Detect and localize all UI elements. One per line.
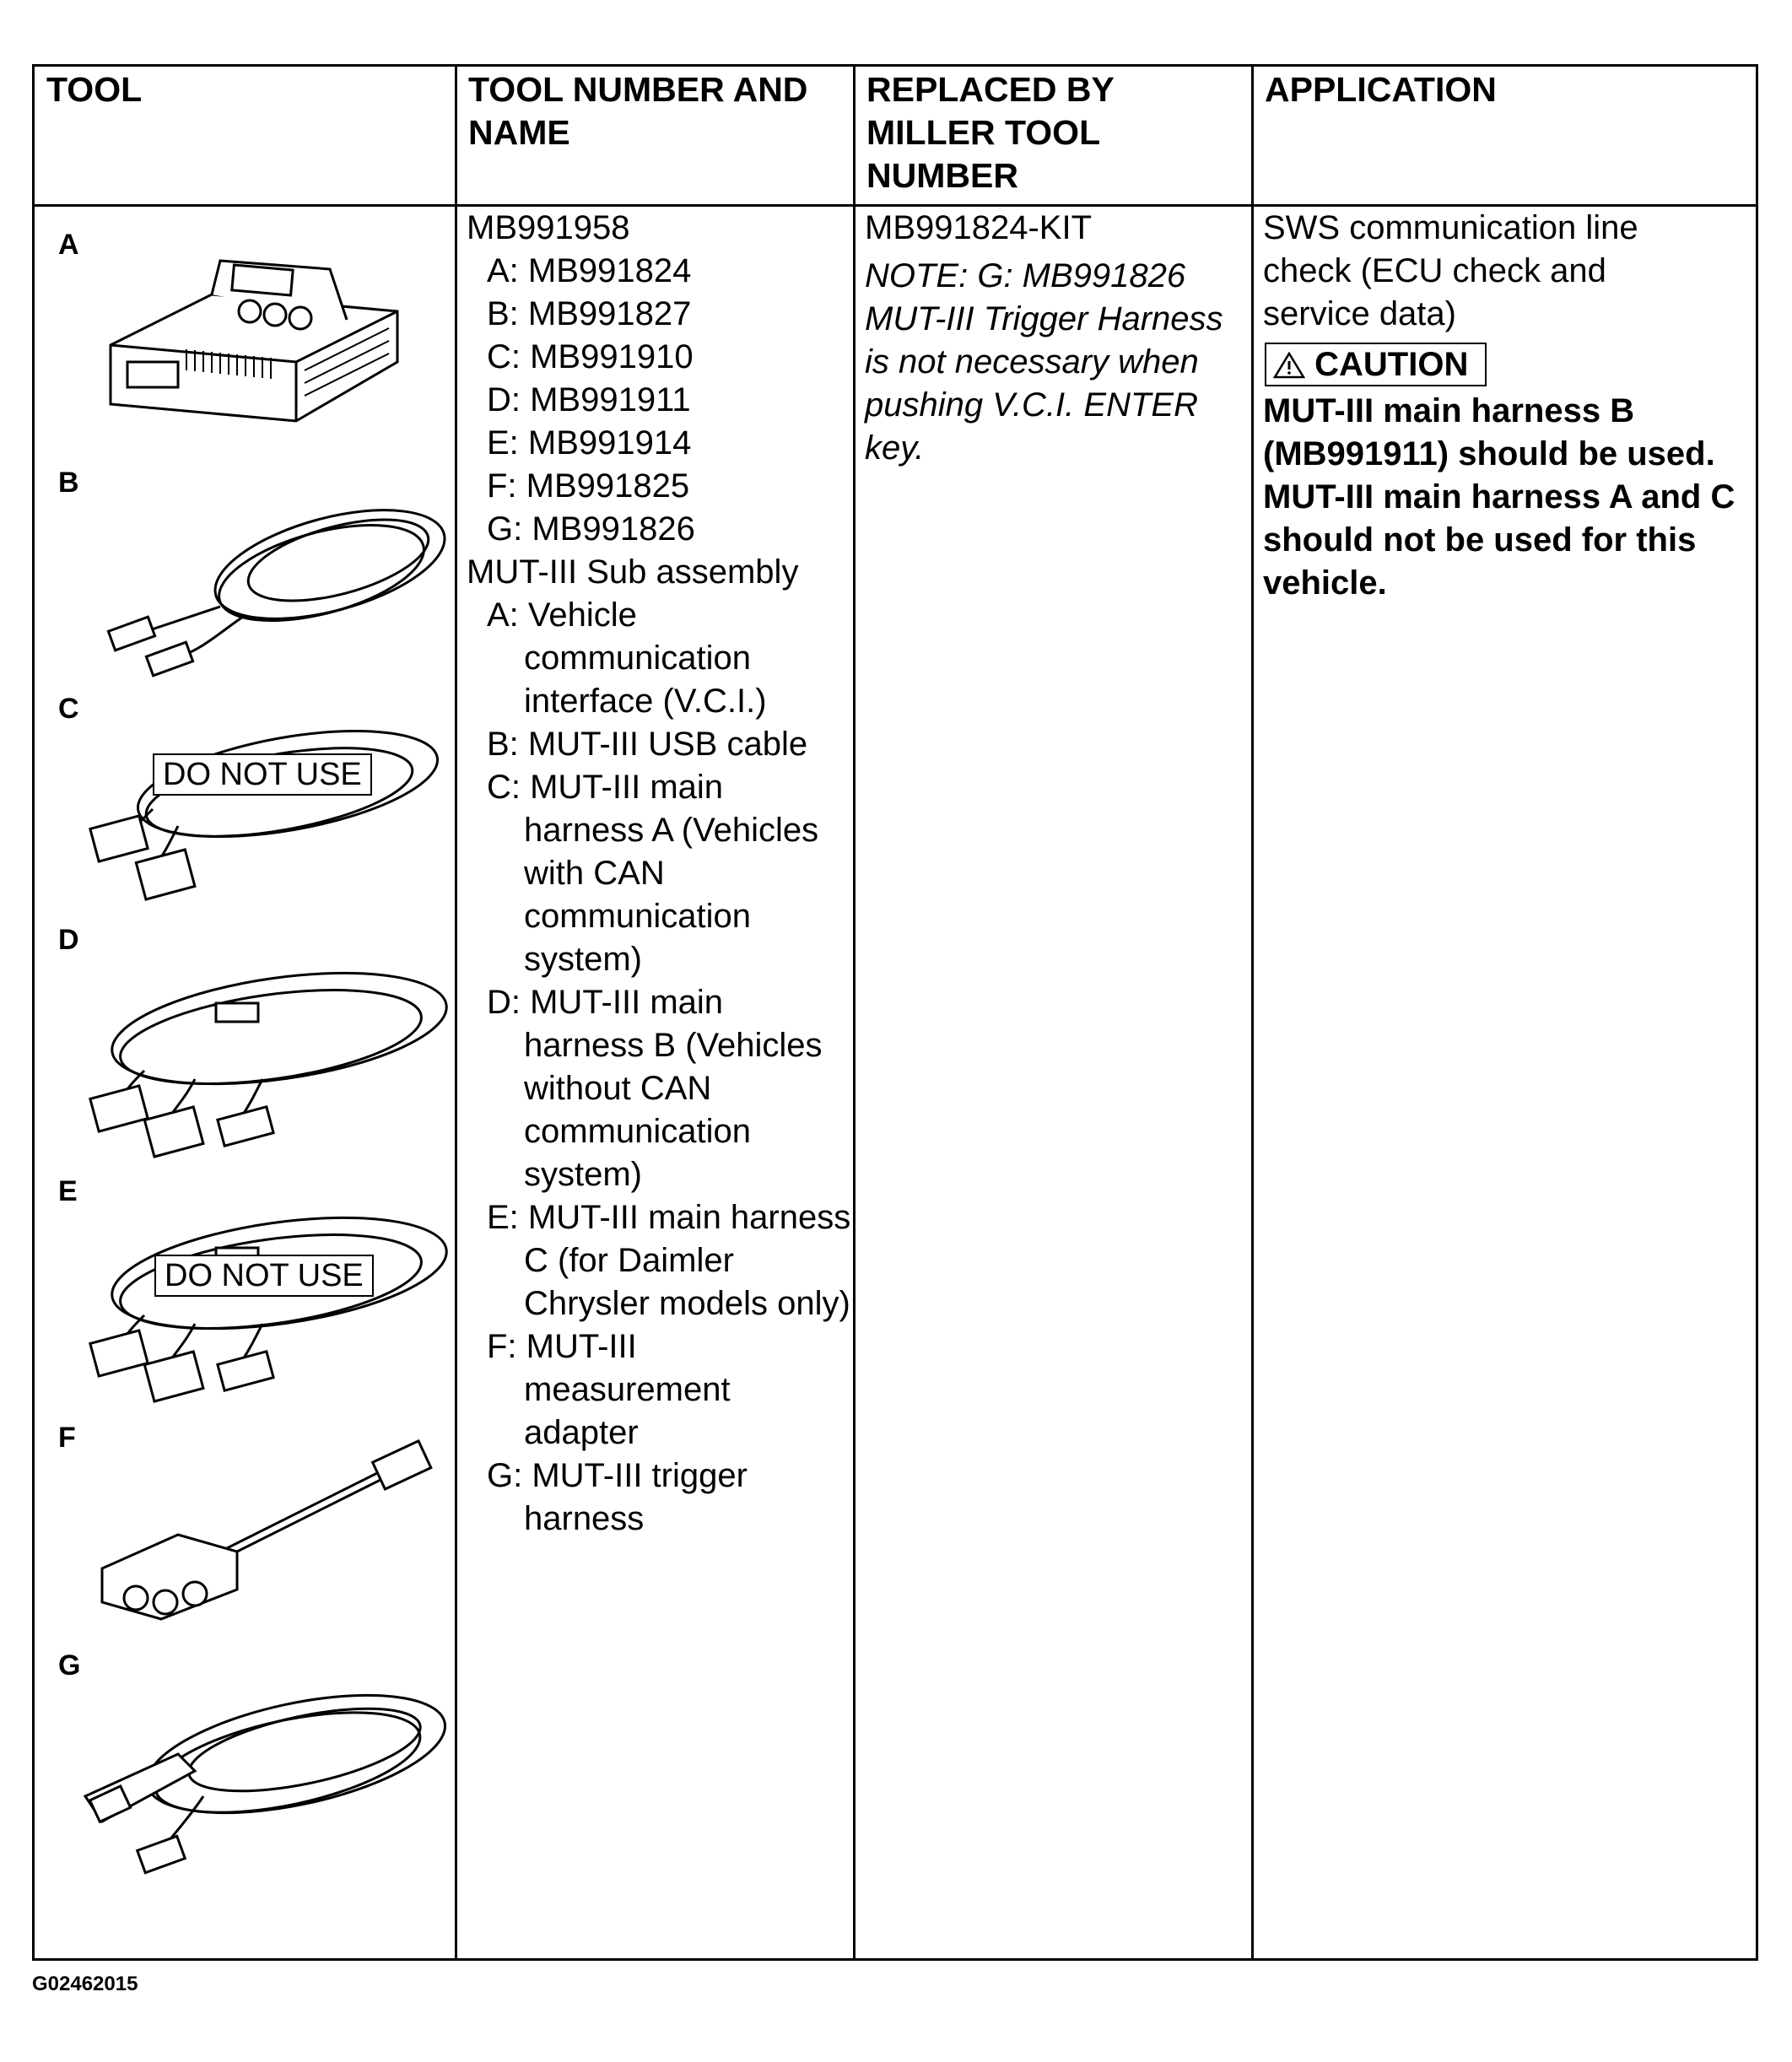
caution-text: MUT-III main harness B (MB991911) should be used. MUT-III main harness A and C should not be used for this vehicle. — [1263, 392, 1735, 602]
tool-letter-f: F — [58, 1422, 76, 1454]
sub-assembly-title: MUT-III Sub assembly — [467, 553, 799, 591]
tool-letter-b: B — [58, 467, 79, 499]
measurement-adapter-illustration — [85, 1433, 448, 1627]
header-replaced-by: REPLACED BY MILLER TOOL NUMBER — [866, 70, 1115, 195]
tool-number-main: MB991958 — [467, 209, 630, 246]
tool-letter-g: G — [58, 1649, 81, 1681]
part-number-f: F: MB991825 — [487, 467, 690, 505]
header-application: APPLICATION — [1265, 70, 1497, 109]
usb-cable-illustration — [77, 489, 465, 683]
header-tool: TOOL — [46, 70, 143, 109]
tool-letter-c: C — [58, 693, 79, 725]
replaced-by-note: NOTE: G: MB991826 MUT-III Trigger Harness is not necessary when pushing V.C.I. ENTER key. — [865, 257, 1223, 467]
part-number-d: D: MB991911 — [487, 381, 691, 418]
caution-box — [1265, 343, 1487, 386]
column-divider — [853, 67, 856, 1958]
sub-part-b: B: MUT-III USB cable — [487, 726, 808, 763]
do-not-use-label-e: DO NOT USE — [154, 1255, 374, 1297]
vci-unit-illustration — [94, 244, 414, 438]
column-divider — [1251, 67, 1254, 1958]
caution-label: CAUTION — [1314, 346, 1469, 383]
tool-letter-a: A — [58, 229, 79, 261]
main-harness-a-illustration — [68, 716, 456, 910]
part-number-e: E: MB991914 — [487, 424, 692, 462]
header-tool-number-and-name: TOOL NUMBER AND NAME — [468, 70, 808, 152]
figure-code: G02462015 — [32, 1973, 138, 1995]
part-number-c: C: MB991910 — [487, 338, 694, 375]
application-cell — [1263, 207, 1752, 605]
sub-part-f: F: MUT-III measurement adapter — [487, 1328, 731, 1451]
main-harness-b-illustration — [68, 953, 465, 1163]
application-text: SWS communication line check (ECU check and service data) — [1263, 209, 1638, 332]
sub-part-c: C: MUT-III main harness A (Vehicles with CAN communication system) — [487, 769, 819, 978]
do-not-use-label-c: DO NOT USE — [153, 753, 372, 796]
warning-triangle-icon — [1273, 346, 1314, 383]
part-number-a: A: MB991824 — [487, 252, 692, 289]
replaced-by-cell — [865, 207, 1240, 470]
miller-tool-number: MB991824-KIT — [865, 209, 1093, 246]
sub-part-a: A: Vehicle communication interface (V.C.I.) — [487, 596, 767, 720]
sub-part-e: E: MUT-III main harness C (for Daimler Chrysler models only) — [487, 1199, 851, 1322]
trigger-harness-illustration — [68, 1670, 465, 1889]
tool-number-cell — [467, 207, 851, 1541]
part-number-b: B: MB991827 — [487, 295, 692, 332]
main-harness-c-illustration — [68, 1197, 465, 1408]
tool-letter-d: D — [58, 924, 79, 956]
sub-part-g: G: MUT-III trigger harness — [487, 1457, 748, 1537]
sub-part-d: D: MUT-III main harness B (Vehicles without CAN communication system) — [487, 984, 823, 1193]
part-number-g: G: MB991826 — [487, 510, 695, 548]
special-tools-table — [32, 64, 1758, 1961]
tool-letter-e: E — [58, 1175, 78, 1207]
